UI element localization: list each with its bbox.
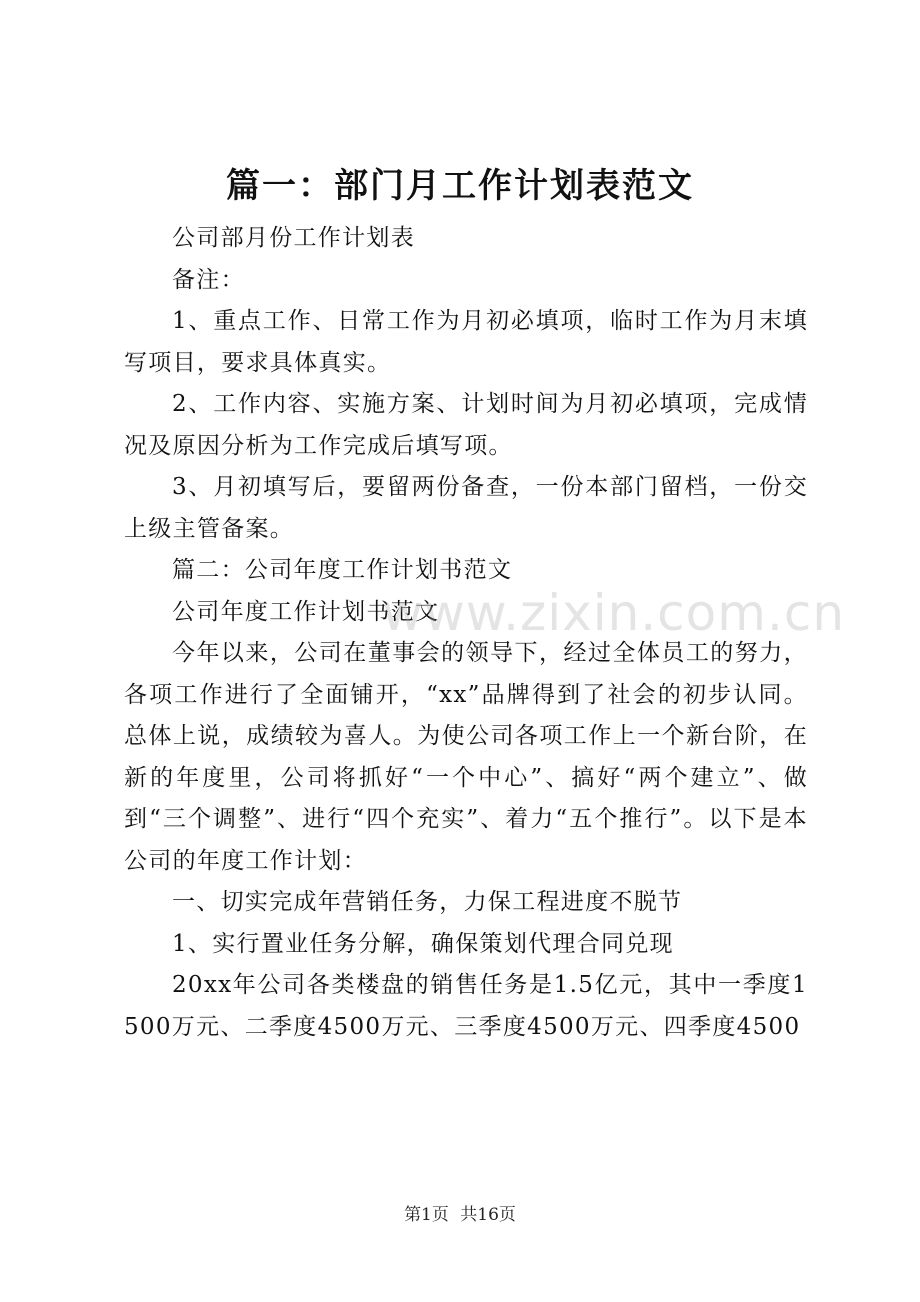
- document-body: [124, 218, 808, 1048]
- page-total: 共16页: [460, 1205, 516, 1225]
- paragraph-note-1: 1、重点工作、日常工作为月初必填项，临时工作为月末填写项目，要求具体真实。: [124, 308, 808, 376]
- paragraph-note-3: 3、月初填写后，要留两份备查，一份本部门留档，一份交上级主管备案。: [124, 474, 808, 542]
- paragraph-sales-targets: 20xx年公司各类楼盘的销售任务是1.5亿元，其中一季度1500万元、二季度4500万元、三季度4500万元、四季度4500: [124, 972, 808, 1040]
- document-title: 篇一：部门月工作计划表范文: [226, 166, 694, 206]
- page-number: 第1页: [404, 1205, 449, 1225]
- watermark: www.zixin.com.cn: [382, 584, 846, 642]
- paragraph-plan-table-title: 公司部月份工作计划表: [172, 225, 415, 251]
- paragraph-introduction: 今年以来，公司在董事会的领导下，经过全体员工的努力，各项工作进行了全面铺开，“xx”品牌得到了社会的初步认同。总体上说，成绩较为喜人。为使公司各项工作上一个新台阶，在新的年度里，公司将抓好“一个中心”、搞好“两个建立”、做到“三个调整”、进行“四个充实”、着力“五个推行”。以下是本公司的年度工作计划：: [124, 640, 808, 874]
- paragraph-notes-label: 备注：: [172, 266, 245, 293]
- paragraph-note-2: 2、工作内容、实施方案、计划时间为月初必填项，完成情况及原因分析为工作完成后填写项。: [124, 391, 808, 459]
- paragraph-subsection-one: 1、实行置业任务分解，确保策划代理合同兑现: [172, 930, 674, 957]
- page-footer: [0, 1200, 920, 1225]
- paragraph-annual-plan-title: 公司年度工作计划书范文: [172, 598, 440, 625]
- section-heading-part-two: 篇二：公司年度工作计划书范文: [172, 557, 513, 583]
- paragraph-section-one: 一、切实完成年营销任务，力保工程进度不脱节: [172, 889, 683, 915]
